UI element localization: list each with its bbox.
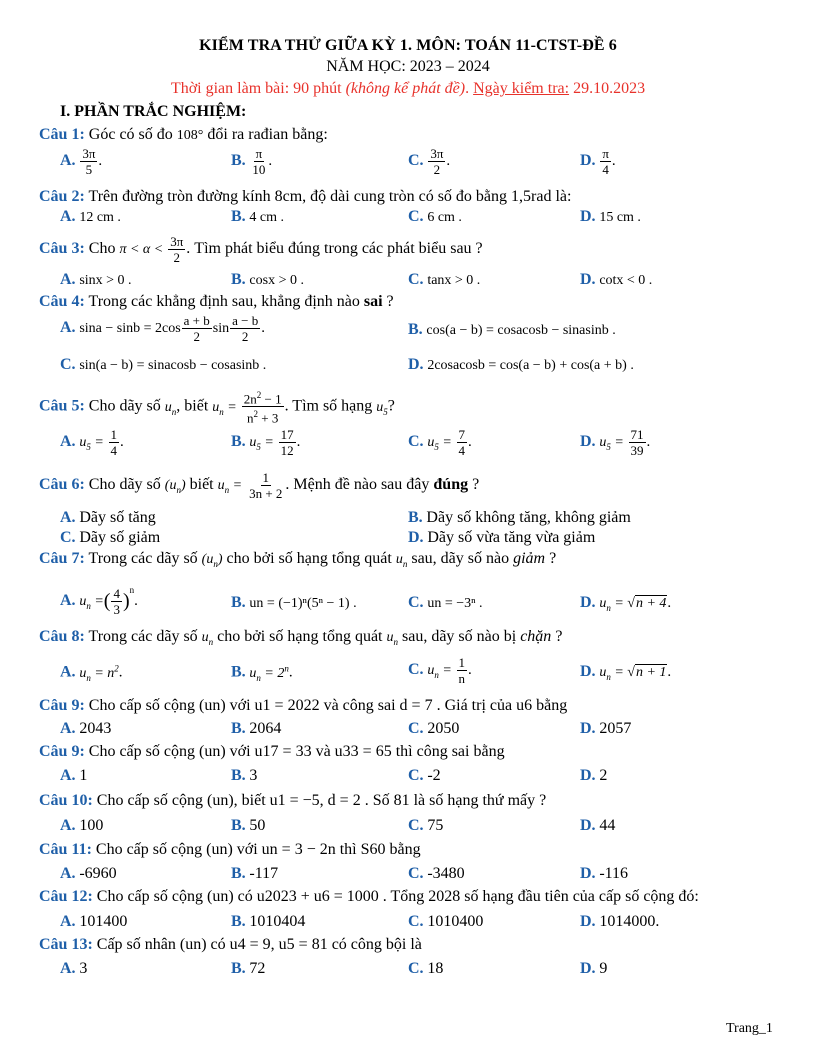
section-title: I. PHẦN TRẮC NGHIỆM: (60, 103, 247, 120)
q9-option-c[interactable]: C. 2050 (408, 720, 460, 737)
q11-option-c[interactable]: C. -3480 (408, 865, 465, 882)
question-2: Câu 2: Trên đường tròn đường kính 8cm, độ dài cung tròn có số đo bằng 1,5rad là: (39, 188, 572, 205)
question-12: Câu 12: Cho cấp số cộng (un) có u2023 + u6 = 1000 . Tổng 2028 số hạng đầu tiên của cấp số cộng đó: (39, 888, 699, 905)
question-8: Câu 8: Trong các dãy số $u_n$ cho bởi số hạng tổng quát $u_n$ sau, dãy số nào bị chặn ? (39, 628, 563, 647)
exam-date-label: Ngày kiểm tra: (473, 80, 570, 97)
exam-date: 29.10.2023 (569, 80, 646, 97)
q6-option-d[interactable]: D. Dãy số vừa tăng vừa giảm (408, 529, 596, 546)
q12-option-d[interactable]: D. 1014000. (580, 913, 660, 930)
q5-option-a[interactable]: A. $u_5$ = $\frac{1}{4}$ . (60, 427, 124, 458)
q8-option-d[interactable]: D. $u_n = √n + 1$. (580, 663, 672, 682)
q1-option-b[interactable]: B. $\frac{\pi}{10}$ . (231, 146, 273, 177)
question-9b: Câu 9: Cho cấp số cộng (un) với u17 = 33 và u33 = 65 thì công sai bằng (39, 743, 505, 760)
question-7: Câu 7: Trong các dãy số $(u_n)$ cho bởi số hạng tổng quát $u_n$ sau, dãy số nào giảm ? (39, 550, 557, 569)
q13-option-a[interactable]: A. 3 (60, 960, 88, 977)
q8-option-a[interactable]: A. $u_n = n^2$. (60, 663, 123, 683)
q12-option-a[interactable]: A. 101400 (60, 913, 128, 930)
q2-option-c[interactable]: C. 6 cm . (408, 208, 462, 225)
question-3: Câu 3: Cho π < α < $\frac{3\pi}{2}$ . Tìm phát biểu đúng trong các phát biểu sau ? (39, 234, 483, 265)
q3-option-a[interactable]: A. sinx > 0 . (60, 271, 132, 288)
q1-option-d[interactable]: D. $\frac{\pi}{4}$ . (580, 146, 616, 177)
q1-option-c[interactable]: C. $\frac{3\pi}{2}$ . (408, 146, 451, 177)
question-4: Câu 4: Trong các khẳng định sau, khẳng định nào sai ? (39, 293, 394, 310)
question-6: Câu 6: Cho dãy số $(u_n)$ biết $u_n$ = $\frac{1}{3n + 2}$ . Mệnh đề nào sau đây đúng ? (39, 470, 480, 501)
q13-option-c[interactable]: C. 18 (408, 960, 444, 977)
q13-option-b[interactable]: B. 72 (231, 960, 266, 977)
q9b-option-a[interactable]: A. 1 (60, 767, 88, 784)
q2-option-d[interactable]: D. 15 cm . (580, 208, 641, 225)
q7-option-c[interactable]: C. un = −3ⁿ . (408, 594, 483, 611)
question-label: Câu 1: (39, 126, 85, 143)
q1-option-a[interactable]: A. $\frac{3\pi}{5}$ . (60, 146, 103, 177)
q4-option-a[interactable]: A. sina − sinb = 2cos $\frac{a + b}{2}$ sin $\frac{a - b}{2}$ . (60, 313, 265, 344)
question-9: Câu 9: Cho cấp số cộng (un) với u1 = 2022 và công sai d = 7 . Giá trị của u6 bằng (39, 697, 568, 714)
q3-option-b[interactable]: B. cosx > 0 . (231, 271, 304, 288)
q4-option-d[interactable]: D. 2cosacosb = cos(a − b) + cos(a + b) . (408, 356, 634, 373)
q11-option-b[interactable]: B. -117 (231, 865, 279, 882)
q9-option-a[interactable]: A. 2043 (60, 720, 112, 737)
q11-option-d[interactable]: D. -116 (580, 865, 629, 882)
question-5: Câu 5: Cho dãy số $u_n$, biết $u_n$ = $\frac{2n^2 - 1}{n^2 + 3}$ . Tìm số hạng $u_5$? (39, 390, 395, 426)
q13-option-d[interactable]: D. 9 (580, 960, 608, 977)
q9b-option-c[interactable]: C. -2 (408, 767, 441, 784)
q4-option-c[interactable]: C. sin(a − b) = sinacosb − cosasinb . (60, 356, 267, 373)
q7-option-d[interactable]: D. $u_n = √n + 4$. (580, 594, 672, 613)
q7-option-a[interactable]: A. $u_n$ =( $\frac{4}{3}$ )$^n$. (60, 585, 138, 618)
q9-option-d[interactable]: D. 2057 (580, 720, 632, 737)
q2-option-b[interactable]: B. 4 cm . (231, 208, 285, 225)
q12-option-c[interactable]: C. 1010400 (408, 913, 484, 930)
q2-option-a[interactable]: A. 12 cm . (60, 208, 121, 225)
time-note: (không kể phát đề) (345, 80, 466, 97)
time-sep: . (465, 80, 474, 97)
school-year: NĂM HỌC: 2023 – 2024 (326, 58, 490, 75)
q7-option-b[interactable]: B. un = (−1)ⁿ(5ⁿ − 1) . (231, 594, 357, 611)
q6-option-a[interactable]: A. Dãy số tăng (60, 509, 156, 526)
q3-option-d[interactable]: D. cotx < 0 . (580, 271, 653, 288)
q9-option-b[interactable]: B. 2064 (231, 720, 282, 737)
q5-option-c[interactable]: C. $u_5$ = $\frac{7}{4}$ . (408, 427, 472, 458)
q6-option-c[interactable]: C. Dãy số giảm (60, 529, 161, 546)
exam-title: KIỂM TRA THỬ GIỮA KỲ 1. MÔN: TOÁN 11-CTST-ĐỀ 6 (199, 37, 617, 54)
q11-option-a[interactable]: A. -6960 (60, 865, 117, 882)
page-number: Trang_1 (726, 1021, 773, 1036)
q9b-option-b[interactable]: B. 3 (231, 767, 258, 784)
q8-option-b[interactable]: B. $u_n = 2^n$. (231, 663, 293, 683)
q9b-option-d[interactable]: D. 2 (580, 767, 608, 784)
q10-option-c[interactable]: C. 75 (408, 817, 444, 834)
exam-time-line (0, 80, 816, 98)
q8-option-c[interactable]: C. $u_n$ = $\frac{1}{n}$ . (408, 655, 472, 686)
time-prefix: Thời gian làm bài: 90 phút (170, 80, 346, 97)
q3-option-c[interactable]: C. tanx > 0 . (408, 271, 481, 288)
question-11: Câu 11: Cho cấp số cộng (un) với un = 3 − 2n thì S60 bằng (39, 841, 421, 858)
q4-option-b[interactable]: B. cos(a − b) = cosacosb − sinasinb . (408, 321, 616, 338)
question-13: Câu 13: Cấp số nhân (un) có u4 = 9, u5 = 81 có công bội là (39, 936, 422, 953)
q10-option-b[interactable]: B. 50 (231, 817, 266, 834)
q6-option-b[interactable]: B. Dãy số không tăng, không giảm (408, 509, 631, 526)
q12-option-b[interactable]: B. 1010404 (231, 913, 306, 930)
q10-option-d[interactable]: D. 44 (580, 817, 616, 834)
q10-option-a[interactable]: A. 100 (60, 817, 104, 834)
q5-option-d[interactable]: D. $u_5$ = $\frac{71}{39}$ . (580, 427, 651, 458)
question-1: Câu 1: Góc có số đo 108° đổi ra rađian bằng: (39, 126, 328, 143)
question-10: Câu 10: Cho cấp số cộng (un), biết u1 = −5, d = 2 . Số 81 là số hạng thứ mấy ? (39, 792, 547, 809)
q5-option-b[interactable]: B. $u_5$ = $\frac{17}{12}$ . (231, 427, 301, 458)
